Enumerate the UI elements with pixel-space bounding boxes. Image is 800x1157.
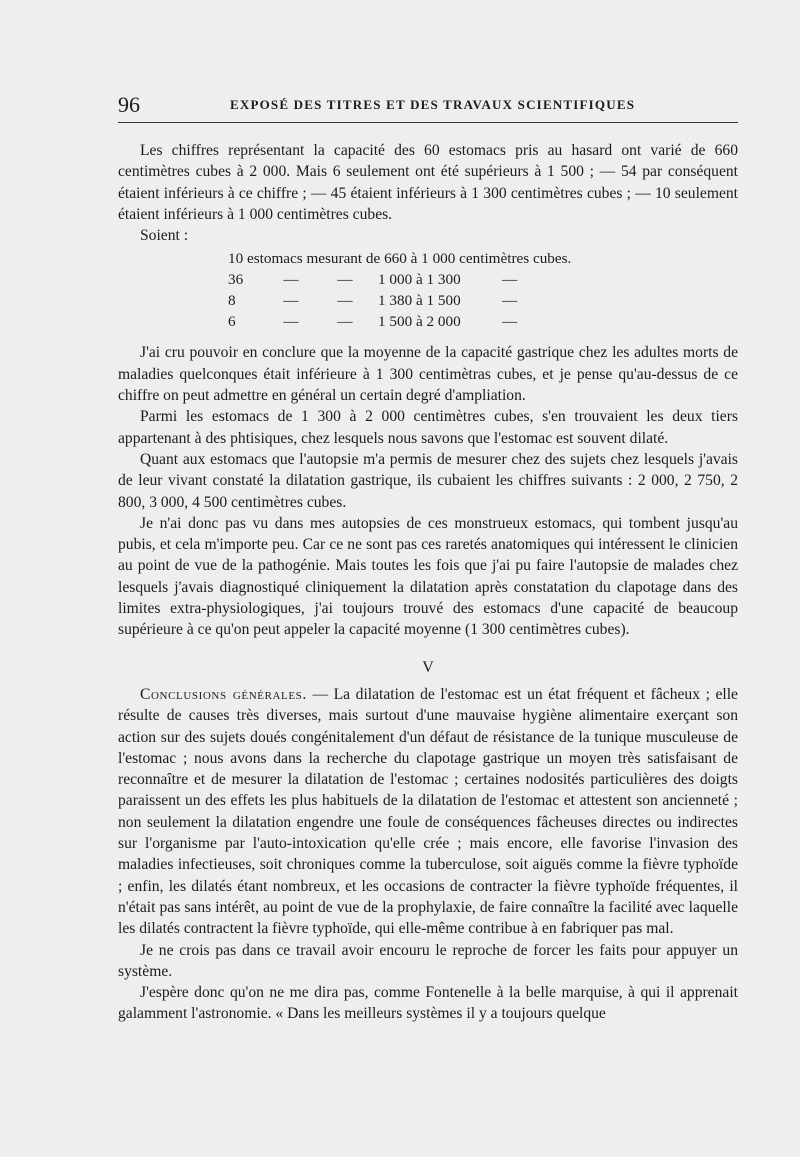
stats-range: 1 380 à 1 500	[378, 292, 461, 310]
running-title: EXPOSÉ DES TITRES ET DES TRAVAUX SCIENTIFIQUES	[230, 97, 636, 112]
paragraph: Quant aux estomacs que l'autopsie m'a permis de mesurer chez des sujets chez lesquels j'avais de leur vivant constaté la dilatation gastrique, ils cubaient les chiffres suivants : 2 000, 2 750, 2 800, 3 000, 4 500 centimètres cubes.	[118, 450, 738, 511]
stats-range: 1 000 à 1 300	[378, 271, 461, 289]
stats-unit: —	[502, 292, 518, 310]
stats-count: 6	[228, 313, 236, 331]
body-text	[118, 140, 738, 1025]
section-heading: Conclusions générales.	[140, 685, 307, 703]
soient-label: Soient :	[140, 227, 189, 245]
stats-unit: centimètres cubes.	[459, 250, 572, 268]
stats-ditto: —	[337, 292, 353, 310]
stats-count: 8	[228, 292, 236, 310]
page-number: 96	[118, 92, 140, 117]
stats-row	[118, 269, 738, 290]
stats-unit: —	[502, 271, 518, 289]
stats-ditto: —	[283, 271, 299, 289]
paragraph: Je ne crois pas dans ce travail avoir encouru le reproche de forcer les faits pour appuyer un système.	[118, 941, 738, 980]
page-header	[118, 92, 738, 120]
stats-item: estomacs mesurant de	[246, 250, 381, 268]
paragraph: Je n'ai donc pas vu dans mes autopsies de ces monstrueux estomacs, qui tombent jusqu'au pubis, et cela m'importe peu. Car ce ne sont pas ces raretés anatomiques qui intéressent le clinicien au point de vue de la pathogénie. Mais toutes les fois que j'ai pu faire l'autopsie de malades chez lesquels j'avais diagnostiqué cliniquement la dilatation après constatation du clapotage dans des limites extra-physiologiques, j'ai toujours trouvé des estomacs d'une capacité de beaucoup supérieure à ce qu'on peut appeler la capacité moyenne (1 300 centimètres cubes).	[118, 514, 738, 639]
stats-unit: —	[502, 313, 518, 331]
stats-range: 660 à 1 000	[384, 250, 456, 268]
stats-count: 10	[228, 250, 244, 268]
stats-row	[118, 290, 738, 311]
stats-row	[118, 248, 738, 269]
stats-range: 1 500 à 2 000	[378, 313, 461, 331]
section-number: V	[422, 658, 434, 676]
stats-ditto: —	[283, 292, 299, 310]
stats-ditto: —	[337, 313, 353, 331]
paragraph: J'espère donc qu'on ne me dira pas, comme Fontenelle à la belle marquise, à qui il apprenait galamment l'astronomie. « Dans les meilleurs systèmes il y a toujours quelque	[118, 984, 738, 1023]
stats-table	[118, 248, 738, 332]
paragraph	[118, 684, 738, 940]
stats-ditto: —	[337, 271, 353, 289]
paragraph-text: — La dilatation de l'estomac est un état fréquent et fâcheux ; elle résulte de causes très diverses, mais surtout d'une mauvaise hygiène alimentaire exerçant son action sur des sujets doués congénitalement d'un défaut de résistance de la tunique musculeuse de l'estomac ; nous avons dans la recherche du clapotage gastrique un moyen très satisfaisant de reconnaître et de mesurer la dilatation de l'estomac ; certaines nodosités particulières des doigts paraissent un des effets les plus habituels de la dilatation de l'estomac et attestent son ancienneté ; non seulement la dilatation engendre une foule de conséquences fâcheuses directes ou indirectes sur l'organisme par l'auto-intoxication qu'elle crée ; mais encore, elle favorise l'invasion des maladies infectieuses, soit chroniques comme la tuberculose, soit aiguës comme la fièvre typhoïde ; enfin, les dilatés étant nombreux, et les occasions de contracter la fièvre typhoïde fréquentes, il n'était pas sans intérêt, au point de vue de la prophylaxie, de faire connaître la facilité avec laquelle les dilatés contractent la fièvre typhoïde, qui elle-même contribue à en fabriquer pas mal.	[118, 685, 738, 938]
stats-row	[118, 311, 738, 332]
stats-ditto: —	[283, 313, 299, 331]
stats-count: 36	[228, 271, 244, 289]
header-rule	[118, 122, 738, 123]
stats-row-text	[228, 248, 738, 269]
paragraph: Les chiffres représentant la capacité des 60 estomacs pris au hasard ont varié de 660 centimètres cubes à 2 000. Mais 6 seulement ont été supérieurs à 1 500 ; — 54 par conséquent étaient inférieurs à ce chiffre ; — 45 étaient inférieurs à 1 300 centimètres cubes ; — 10 seulement étaient inférieurs à 1 000 centimètres cubes.	[118, 142, 738, 223]
paragraph: Parmi les estomacs de 1 300 à 2 000 centimètres cubes, s'en trouvaient les deux tiers appartenant à des phtisiques, chez lesquels nous savons que l'estomac est souvent dilaté.	[118, 408, 738, 447]
paragraph: J'ai cru pouvoir en conclure que la moyenne de la capacité gastrique chez les adultes morts de maladies quelconques était inférieure à 1 300 centimètras cubes, et je pense qu'au-dessus de ce chiffre on peut admettre en général un certain degré d'ampliation.	[118, 344, 738, 405]
